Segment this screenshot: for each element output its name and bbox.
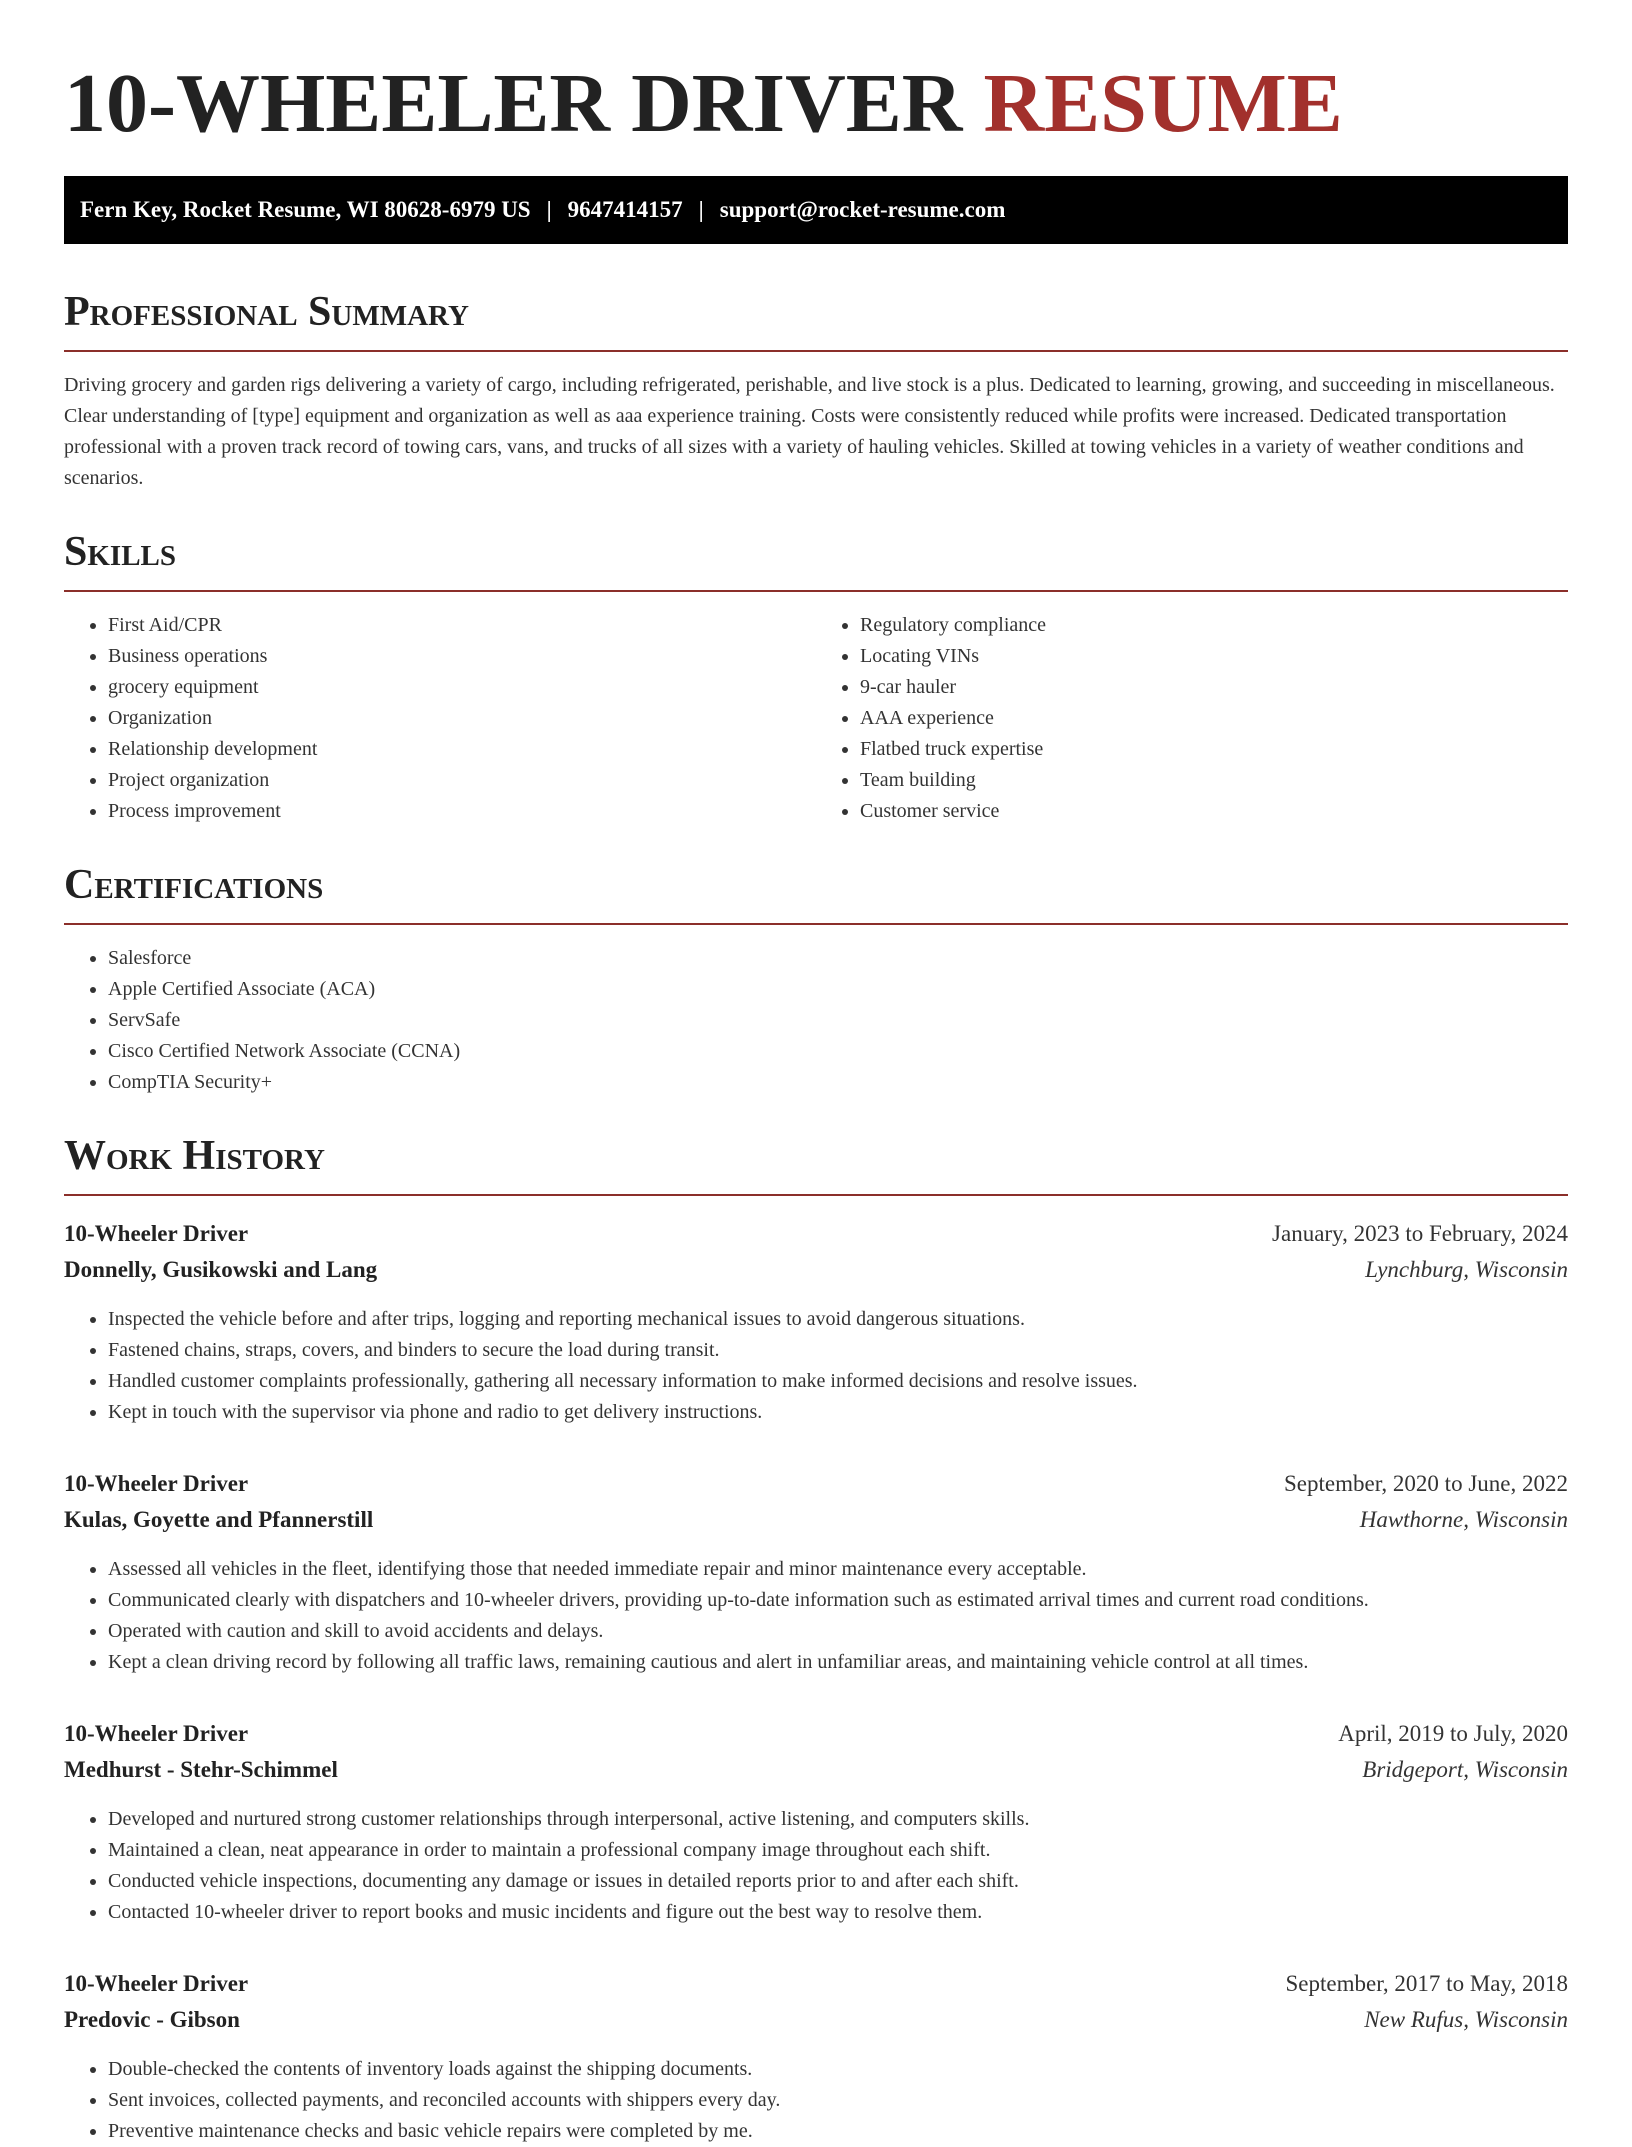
contact-separator: | [546,197,552,222]
certifications-list [64,943,1568,1098]
job-company-row [64,2002,1568,2038]
skill-item: • Locating VINs [860,641,1568,672]
job-company-row [64,1502,1568,1538]
job-bullet: • Double-checked the contents of inventory loads against the shipping documents. [108,2054,1568,2085]
job-bullet: • Contacted 10-wheeler driver to report books and music incidents and figure out the best way to resolve them. [108,1897,1568,1928]
job-bullet: • Assessed all vehicles in the fleet, identifying those that needed immediate repair and minor maintenance every acceptable. [108,1554,1568,1585]
contact-separator: | [698,197,704,222]
work-history-heading: Work History [64,1132,1568,1196]
summary-heading: Professional Summary [64,288,1568,352]
skills-list-left [64,610,816,827]
certification-item: • Salesforce [108,943,1568,974]
job-entry [64,1216,1568,1428]
certification-item: • ServSafe [108,1005,1568,1036]
job-title-row [64,1966,1568,2002]
job-bullet: • Conducted vehicle inspections, documenting any damage or issues in detailed reports prior to and after each shift. [108,1866,1568,1897]
job-bullet: • Maintained a clean, neat appearance in order to maintain a professional company image throughout each shift. [108,1835,1568,1866]
work-history-section [64,1132,1568,2147]
skills-list-right [816,610,1568,827]
contact-address: Fern Key, Rocket Resume, WI 80628-6979 US [80,197,531,222]
job-entry [64,1466,1568,1678]
contact-email[interactable]: support@rocket-resume.com [719,197,1006,222]
job-location: Lynchburg, Wisconsin [1365,1257,1568,1282]
job-company: Medhurst - Stehr-Schimmel [64,1757,338,1782]
job-company-row [64,1252,1568,1288]
job-bullets [64,1304,1568,1428]
job-entry [64,1966,1568,2147]
skills-grid [64,592,1568,827]
job-bullet: • Sent invoices, collected payments, and reconciled accounts with shippers every day. [108,2085,1568,2116]
job-entry [64,1716,1568,1928]
skills-heading: Skills [64,528,1568,592]
skill-item: • Organization [108,703,816,734]
contact-bar [64,176,1568,244]
job-company: Kulas, Goyette and Pfannerstill [64,1507,374,1532]
skills-section [64,528,1568,827]
job-company: Donnelly, Gusikowski and Lang [64,1257,378,1282]
job-title: 10-Wheeler Driver [64,1221,249,1246]
certification-item: • Apple Certified Associate (ACA) [108,974,1568,1005]
job-title: 10-Wheeler Driver [64,1971,249,1996]
job-bullet: • Preventive maintenance checks and basic vehicle repairs were completed by me. [108,2116,1568,2147]
resume-title [64,56,1568,152]
resume-title-main: 10-WHEELER DRIVER [64,57,963,150]
skill-item: • Relationship development [108,734,816,765]
skill-item: • Business operations [108,641,816,672]
skill-item: • grocery equipment [108,672,816,703]
job-bullet: • Operated with caution and skill to avoid accidents and delays. [108,1616,1568,1647]
summary-text: Driving grocery and garden rigs delivering a variety of cargo, including refrigerated, perishable, and live stock is a plus. Dedicated to learning, growing, and succeeding in miscellaneous. Clear understanding of [type] equipment and organization as well as aaa experience training. Costs were consistently reduced while profits were increased. Dedicated transportation professional with a proven track record of towing cars, vans, and trucks of all sizes with a variety of hauling vehicles. Skilled at towing vehicles in a variety of weather conditions and scenarios. [64,374,1555,489]
certification-item: • CompTIA Security+ [108,1067,1568,1098]
job-company: Predovic - Gibson [64,2007,240,2032]
summary-section [64,288,1568,494]
skill-item: • Project organization [108,765,816,796]
job-bullets [64,2054,1568,2147]
job-title: 10-Wheeler Driver [64,1471,249,1496]
job-bullet: • Handled customer complaints professionally, gathering all necessary information to make informed decisions and resolve issues. [108,1366,1568,1397]
job-bullets [64,1554,1568,1678]
certifications-section [64,861,1568,1098]
skill-item: • Flatbed truck expertise [860,734,1568,765]
job-dates: January, 2023 to February, 2024 [1272,1221,1568,1246]
job-dates: September, 2017 to May, 2018 [1285,1971,1568,1996]
job-bullet: • Inspected the vehicle before and after trips, logging and reporting mechanical issues to avoid dangerous situations. [108,1304,1568,1335]
job-bullet: • Kept a clean driving record by following all traffic laws, remaining cautious and alert in unfamiliar areas, and maintaining vehicle control at all times. [108,1647,1568,1678]
job-title-row [64,1716,1568,1752]
contact-phone[interactable]: 9647414157 [567,197,683,222]
job-dates: September, 2020 to June, 2022 [1284,1471,1568,1496]
skill-item: • Team building [860,765,1568,796]
job-dates: April, 2019 to July, 2020 [1338,1721,1568,1746]
skill-item: • Customer service [860,796,1568,827]
job-bullet: • Fastened chains, straps, covers, and binders to secure the load during transit. [108,1335,1568,1366]
job-bullet: • Developed and nurtured strong customer relationships through interpersonal, active listening, and computers skills. [108,1804,1568,1835]
job-title: 10-Wheeler Driver [64,1721,249,1746]
job-title-row [64,1216,1568,1252]
job-bullet: • Kept in touch with the supervisor via phone and radio to get delivery instructions. [108,1397,1568,1428]
job-location: Hawthorne, Wisconsin [1359,1507,1568,1532]
job-company-row [64,1752,1568,1788]
job-bullets [64,1804,1568,1928]
certifications-heading: Certifications [64,861,1568,925]
skill-item: • Regulatory compliance [860,610,1568,641]
skill-item: • Process improvement [108,796,816,827]
skill-item: • First Aid/CPR [108,610,816,641]
skill-item: • 9-car hauler [860,672,1568,703]
certification-item: • Cisco Certified Network Associate (CCNA) [108,1036,1568,1067]
skill-item: • AAA experience [860,703,1568,734]
job-location: Bridgeport, Wisconsin [1362,1757,1568,1782]
job-bullet: • Communicated clearly with dispatchers and 10-wheeler drivers, providing up-to-date information such as estimated arrival times and current road conditions. [108,1585,1568,1616]
resume-title-accent: RESUME [983,57,1343,150]
job-location: New Rufus, Wisconsin [1364,2007,1568,2032]
job-title-row [64,1466,1568,1502]
